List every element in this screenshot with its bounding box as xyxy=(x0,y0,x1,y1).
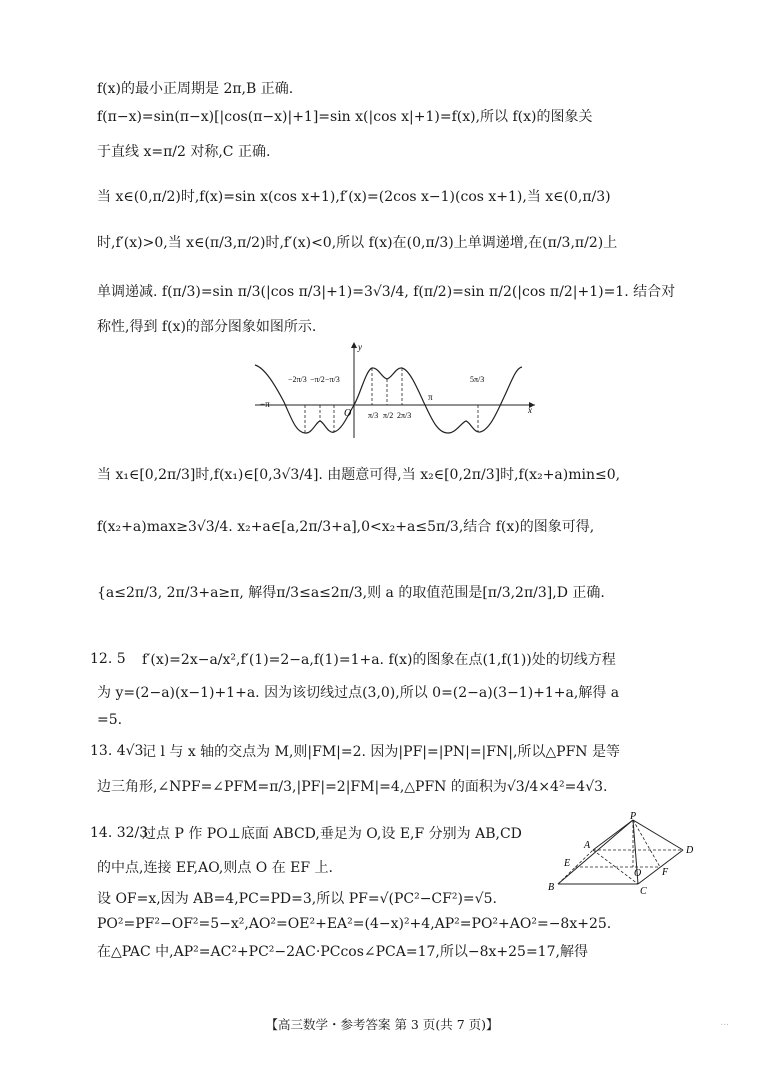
pyramid-diagram xyxy=(548,812,718,894)
tick-label: π/3 xyxy=(368,411,379,420)
text-line: f′(x)=2x−a/x²,f′(1)=2−a,f(1)=1+a. f(x)的图象在点(1,f(1))处的切线方程 xyxy=(142,652,616,668)
text-line: 边三角形,∠NPF=∠PFM=π/3,|PF|=2|FM|=4,△PFN 的面积为√3/4×4²=4√3. xyxy=(97,779,608,795)
answer-number: 12. 5 xyxy=(90,651,126,667)
tick-label: −π/2 xyxy=(310,375,325,384)
tick-label: π/2 xyxy=(383,411,394,420)
vertex-label: D xyxy=(686,845,694,856)
vertex-label: F xyxy=(662,867,669,878)
x-axis-label: x xyxy=(528,405,532,415)
tick-label: −π xyxy=(260,399,270,409)
vertex-label: E xyxy=(564,858,571,869)
text-line: 于直线 x=π/2 对称,C 正确. xyxy=(97,144,271,160)
answer-number: 14. 32/3 xyxy=(90,825,149,841)
vertex-label: B xyxy=(548,882,555,893)
text-line: 的中点,连接 EF,AO,则点 O 在 EF 上. xyxy=(97,860,333,876)
y-axis-label: y xyxy=(358,342,362,352)
text-line: 记 l 与 x 轴的交点为 M,则|FM|=2. 因为|PF|=|PN|=|FN|,所以△PFN 是等 xyxy=(142,744,621,760)
corner-mark: ... xyxy=(720,1018,729,1028)
text-line: f(π−x)=sin(π−x)[|cos(π−x)|+1]=sin x(|cos x|+1)=f(x),所以 f(x)的图象关 xyxy=(97,109,593,125)
text-line: 时,f′(x)>0,当 x∈(π/3,π/2)时,f′(x)<0,所以 f(x)在(0,π/3)上单调递增,在(π/3,π/2)上 xyxy=(97,235,618,251)
page-footer: 【高三数学・参考答案 第 3 页(共 7 页)】 xyxy=(265,1017,499,1032)
vertex-label: C xyxy=(640,886,647,894)
text-line: 称性,得到 f(x)的部分图象如图所示. xyxy=(97,319,317,335)
tick-label: −2π/3 xyxy=(288,375,307,384)
text-line: 单调递减. f(π/3)=sin π/3(|cos π/3|+1)=3√3/4, f(π/2)=sin π/2(|cos π/2|+1)=1. 结合对 xyxy=(97,284,676,300)
text-line: 设 OF=x,因为 AB=4,PC=PD=3,所以 PF=√(PC²−CF²)=√5. xyxy=(97,891,497,907)
text-line: =5. xyxy=(97,712,123,728)
text-line: f(x₂+a)max≥3√3/4. x₂+a∈[a,2π/3+a],0<x₂+a≤5π/3,结合 f(x)的图象可得, xyxy=(97,519,595,535)
tick-label: 5π/3 xyxy=(470,375,485,384)
text-line: {a≤2π/3, 2π/3+a≥π, 解得π/3≤a≤2π/3,则 a 的取值范围是[π/3,2π/3],D 正确. xyxy=(97,585,605,601)
tick-label: 2π/3 xyxy=(397,411,412,420)
vertex-label: O xyxy=(634,868,642,879)
text-line: 为 y=(2−a)(x−1)+1+a. 因为该切线过点(3,0),所以 0=(2−a)(3−1)+1+a,解得 a xyxy=(97,685,620,701)
answer-number: 13. 4√3 xyxy=(90,743,144,759)
text-line: f(x)的最小正周期是 2π,B 正确. xyxy=(97,81,294,97)
vertex-label: P xyxy=(630,812,637,822)
text-line: 当 x∈(0,π/2)时,f(x)=sin x(cos x+1),f′(x)=(2cos x−1)(cos x+1),当 x∈(0,π/3) xyxy=(97,189,611,205)
text-line: 在△PAC 中,AP²=AC²+PC²−2AC·PCcos∠PCA=17,所以−8x+25=17,解得 xyxy=(97,944,588,960)
tick-label: −π/3 xyxy=(325,375,340,384)
function-graph xyxy=(250,340,540,440)
text-line: 过点 P 作 PO⊥底面 ABCD,垂足为 O,设 E,F 分别为 AB,CD xyxy=(142,826,522,842)
text-line: PO²=PF²−OF²=5−x²,AO²=OE²+EA²=(4−x)²+4,AP²=PO²+AO²=−8x+25. xyxy=(97,916,612,932)
tick-label: π xyxy=(428,392,433,402)
origin-label: O xyxy=(344,408,352,419)
vertex-label: A xyxy=(584,840,591,851)
text-line: 当 x₁∈[0,2π/3]时,f(x₁)∈[0,3√3/4]. 由题意可得,当 x₂∈[0,2π/3]时,f(x₂+a)min≤0, xyxy=(97,467,621,483)
